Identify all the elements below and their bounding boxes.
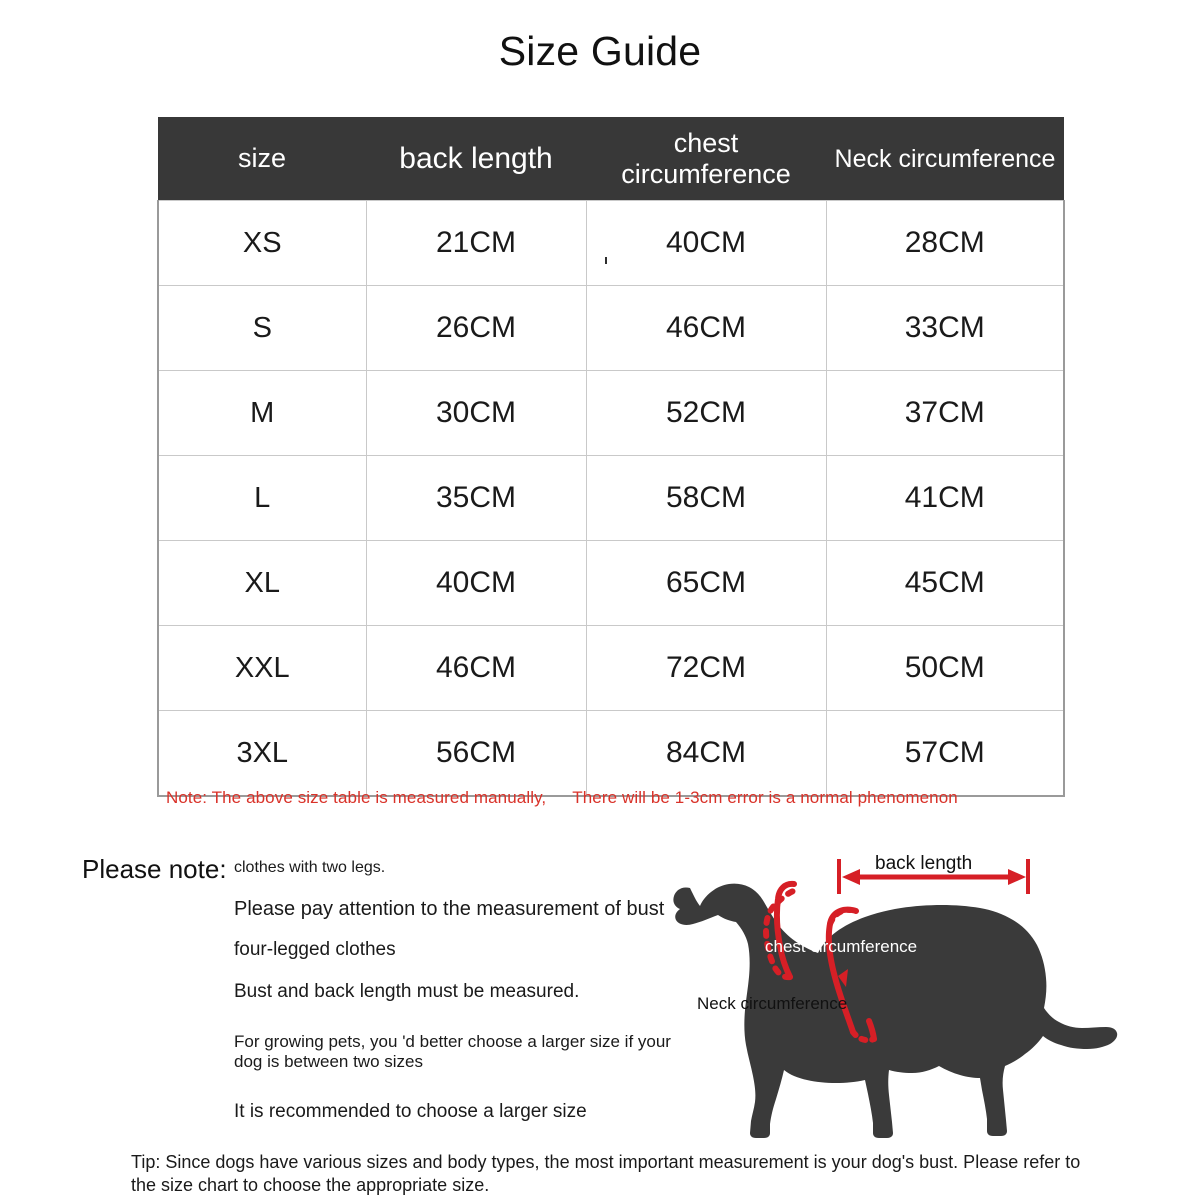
cell-neck-circumference: 57CM — [826, 711, 1064, 797]
table-header-row — [158, 117, 1064, 201]
note-line: For growing pets, you 'd better choose a larger size if your dog is between two sizes — [234, 1031, 671, 1072]
cell-neck-circumference: 33CM — [826, 286, 1064, 371]
cell-back-length: 30CM — [366, 371, 586, 456]
note-line: four-legged clothes — [234, 939, 396, 961]
cell-neck-circumference: 41CM — [826, 456, 1064, 541]
cell-size: 3XL — [158, 711, 366, 797]
table-row — [158, 541, 1064, 626]
cell-back-length: 21CM — [366, 201, 586, 286]
cell-neck-circumference: 28CM — [826, 201, 1064, 286]
note-line: Bust and back length must be measured. — [234, 981, 580, 1003]
note-line: Please pay attention to the measurement of bust — [234, 898, 665, 921]
scan-artifact-speck — [605, 257, 607, 264]
page-title: Size Guide — [498, 28, 702, 74]
cell-chest-circumference: 52CM — [586, 371, 826, 456]
please-note-label: Please note: — [82, 854, 227, 884]
cell-back-length: 26CM — [366, 286, 586, 371]
diagram-label-neck-circumference: Neck circumference — [697, 994, 848, 1013]
note-line: clothes with two legs. — [234, 859, 386, 876]
column-header-back-length: back length — [366, 117, 586, 201]
cell-size: S — [158, 286, 366, 371]
cell-chest-circumference: 58CM — [586, 456, 826, 541]
disclaimer-part-1: Note: The above size table is measured manually, — [166, 788, 547, 807]
cell-back-length: 40CM — [366, 541, 586, 626]
table-row — [158, 711, 1064, 797]
measurement-disclaimer-note — [166, 788, 958, 808]
cell-size: XL — [158, 541, 366, 626]
table-row — [158, 626, 1064, 711]
cell-neck-circumference: 50CM — [826, 626, 1064, 711]
table-row — [158, 286, 1064, 371]
bottom-tip-text: Tip: Since dogs have various sizes and body types, the most important measurement is your dog's bust. Please refer to the size chart to choose the appropriate size. — [131, 1152, 1081, 1196]
column-header-size: size — [158, 117, 366, 201]
cell-neck-circumference: 45CM — [826, 541, 1064, 626]
column-header-chest-circumference: chest circumference — [586, 117, 826, 201]
cell-chest-circumference: 72CM — [586, 626, 826, 711]
note-line: It is recommended to choose a larger size — [234, 1101, 587, 1123]
diagram-label-chest-circumference: chest circumference — [765, 937, 918, 956]
cell-size: XXL — [158, 626, 366, 711]
cell-chest-circumference: 46CM — [586, 286, 826, 371]
size-guide-table — [157, 117, 1065, 797]
cell-size: XS — [158, 201, 366, 286]
diagram-label-back-length: back length — [875, 853, 973, 874]
cell-neck-circumference: 37CM — [826, 371, 1064, 456]
cell-chest-circumference: 40CM — [586, 201, 826, 286]
cell-back-length: 35CM — [366, 456, 586, 541]
disclaimer-part-2: There will be 1-3cm error is a normal phenomenon — [572, 788, 958, 807]
table-row — [158, 201, 1064, 286]
table-row — [158, 456, 1064, 541]
cell-back-length: 56CM — [366, 711, 586, 797]
cell-size: L — [158, 456, 366, 541]
cell-size: M — [158, 371, 366, 456]
please-note-list — [234, 858, 684, 1124]
table-row — [158, 371, 1064, 456]
cell-back-length: 46CM — [366, 626, 586, 711]
cell-chest-circumference: 65CM — [586, 541, 826, 626]
column-header-neck-circumference: Neck circumference — [826, 117, 1064, 201]
cell-chest-circumference: 84CM — [586, 711, 826, 797]
